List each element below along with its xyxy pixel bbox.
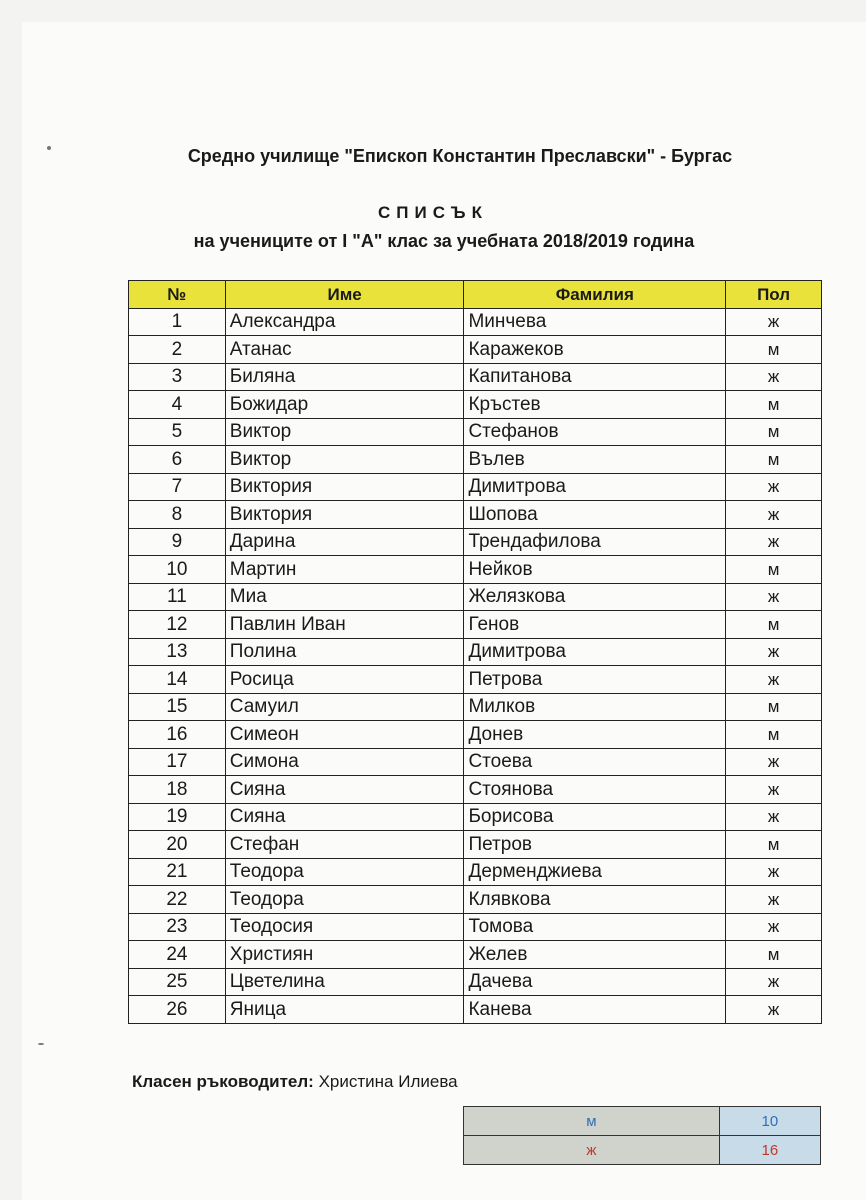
table-row <box>129 831 822 859</box>
student-last-name: Томова <box>464 913 726 941</box>
student-number: 4 <box>129 391 226 419</box>
table-row <box>129 583 822 611</box>
student-gender: ж <box>726 363 822 391</box>
student-number: 16 <box>129 721 226 749</box>
student-last-name: Нейков <box>464 556 726 584</box>
table-row <box>129 941 822 969</box>
table-row <box>129 556 822 584</box>
student-last-name: Каражеков <box>464 336 726 364</box>
class-teacher-label: Класен ръководител: <box>132 1072 314 1091</box>
student-first-name: Виктор <box>225 446 464 474</box>
scan-speck <box>38 1043 44 1045</box>
table-row <box>129 776 822 804</box>
table-row <box>129 473 822 501</box>
student-first-name: Виктория <box>225 473 464 501</box>
student-gender: ж <box>726 748 822 776</box>
student-last-name: Петрова <box>464 666 726 694</box>
table-row <box>129 886 822 914</box>
student-gender: ж <box>726 886 822 914</box>
document-subtitle: на учениците от I "А" клас за учебната 2018/2019 година <box>193 231 695 251</box>
student-first-name: Миа <box>225 583 464 611</box>
student-gender: ж <box>726 666 822 694</box>
student-number: 12 <box>129 611 226 639</box>
student-last-name: Дачева <box>464 968 726 996</box>
student-last-name: Петров <box>464 831 726 859</box>
column-header-number: № <box>129 281 226 309</box>
student-first-name: Дарина <box>225 528 464 556</box>
student-gender: ж <box>726 913 822 941</box>
student-first-name: Самуил <box>225 693 464 721</box>
student-last-name: Канева <box>464 996 726 1024</box>
student-number: 14 <box>129 666 226 694</box>
table-row <box>129 638 822 666</box>
student-number: 20 <box>129 831 226 859</box>
student-last-name: Генов <box>464 611 726 639</box>
student-number: 25 <box>129 968 226 996</box>
student-number: 23 <box>129 913 226 941</box>
student-first-name: Мартин <box>225 556 464 584</box>
student-first-name: Сияна <box>225 803 464 831</box>
student-first-name: Теодора <box>225 858 464 886</box>
student-gender: м <box>726 831 822 859</box>
student-first-name: Теодора <box>225 886 464 914</box>
student-last-name: Милков <box>464 693 726 721</box>
student-number: 21 <box>129 858 226 886</box>
student-last-name: Трендафилова <box>464 528 726 556</box>
summary-row-male <box>464 1107 821 1136</box>
student-gender: м <box>726 693 822 721</box>
student-number: 5 <box>129 418 226 446</box>
student-number: 26 <box>129 996 226 1024</box>
student-number: 18 <box>129 776 226 804</box>
student-gender: ж <box>726 776 822 804</box>
table-row <box>129 336 822 364</box>
student-first-name: Росица <box>225 666 464 694</box>
document-title: СПИСЪК <box>378 203 488 222</box>
table-row <box>129 528 822 556</box>
student-gender: ж <box>726 968 822 996</box>
student-first-name: Александра <box>225 308 464 336</box>
student-last-name: Кръстев <box>464 391 726 419</box>
student-gender: ж <box>726 583 822 611</box>
student-number: 19 <box>129 803 226 831</box>
student-last-name: Стефанов <box>464 418 726 446</box>
student-last-name: Стоева <box>464 748 726 776</box>
student-gender: м <box>726 446 822 474</box>
student-number: 3 <box>129 363 226 391</box>
student-number: 22 <box>129 886 226 914</box>
student-last-name: Стоянова <box>464 776 726 804</box>
student-last-name: Клявкова <box>464 886 726 914</box>
student-last-name: Донев <box>464 721 726 749</box>
student-first-name: Християн <box>225 941 464 969</box>
student-first-name: Сияна <box>225 776 464 804</box>
table-row <box>129 693 822 721</box>
student-gender: м <box>726 721 822 749</box>
student-last-name: Дерменджиева <box>464 858 726 886</box>
student-first-name: Яница <box>225 996 464 1024</box>
student-gender: ж <box>726 803 822 831</box>
table-row <box>129 721 822 749</box>
student-last-name: Вълев <box>464 446 726 474</box>
table-row <box>129 858 822 886</box>
student-gender: ж <box>726 528 822 556</box>
student-number: 13 <box>129 638 226 666</box>
student-first-name: Теодосия <box>225 913 464 941</box>
student-number: 1 <box>129 308 226 336</box>
student-first-name: Полина <box>225 638 464 666</box>
summary-female-label: ж <box>464 1136 720 1165</box>
table-row <box>129 363 822 391</box>
student-first-name: Цветелина <box>225 968 464 996</box>
student-last-name: Димитрова <box>464 638 726 666</box>
table-row <box>129 418 822 446</box>
student-number: 6 <box>129 446 226 474</box>
student-first-name: Божидар <box>225 391 464 419</box>
student-gender: ж <box>726 473 822 501</box>
student-first-name: Атанас <box>225 336 464 364</box>
school-name: Средно училище "Епископ Константин Преславски" - Бургас <box>187 146 733 166</box>
student-gender: ж <box>726 638 822 666</box>
student-gender: м <box>726 336 822 364</box>
student-last-name: Шопова <box>464 501 726 529</box>
student-first-name: Симона <box>225 748 464 776</box>
class-teacher <box>132 1072 458 1092</box>
student-first-name: Биляна <box>225 363 464 391</box>
table-row <box>129 803 822 831</box>
student-gender: м <box>726 418 822 446</box>
student-gender: м <box>726 556 822 584</box>
student-number: 7 <box>129 473 226 501</box>
column-header-gender: Пол <box>726 281 822 309</box>
table-row <box>129 666 822 694</box>
students-table <box>128 280 822 1024</box>
student-last-name: Борисова <box>464 803 726 831</box>
summary-female-count: 16 <box>719 1136 820 1165</box>
table-row <box>129 446 822 474</box>
student-first-name: Симеон <box>225 721 464 749</box>
gender-summary-table <box>463 1106 821 1165</box>
student-last-name: Димитрова <box>464 473 726 501</box>
column-header-name: Име <box>225 281 464 309</box>
student-first-name: Виктория <box>225 501 464 529</box>
table-row <box>129 308 822 336</box>
student-gender: ж <box>726 996 822 1024</box>
student-first-name: Виктор <box>225 418 464 446</box>
student-gender: м <box>726 391 822 419</box>
column-header-surname: Фамилия <box>464 281 726 309</box>
summary-male-label: м <box>464 1107 720 1136</box>
table-row <box>129 391 822 419</box>
student-gender: м <box>726 941 822 969</box>
table-header-row <box>129 281 822 309</box>
table-row <box>129 611 822 639</box>
student-first-name: Стефан <box>225 831 464 859</box>
student-last-name: Капитанова <box>464 363 726 391</box>
student-gender: ж <box>726 308 822 336</box>
student-last-name: Минчева <box>464 308 726 336</box>
student-number: 9 <box>129 528 226 556</box>
table-row <box>129 968 822 996</box>
table-row <box>129 913 822 941</box>
student-number: 24 <box>129 941 226 969</box>
student-number: 10 <box>129 556 226 584</box>
summary-row-female <box>464 1136 821 1165</box>
student-last-name: Желев <box>464 941 726 969</box>
student-gender: м <box>726 611 822 639</box>
table-row <box>129 748 822 776</box>
summary-male-count: 10 <box>719 1107 820 1136</box>
student-gender: ж <box>726 858 822 886</box>
student-number: 15 <box>129 693 226 721</box>
student-number: 8 <box>129 501 226 529</box>
student-gender: ж <box>726 501 822 529</box>
table-row <box>129 996 822 1024</box>
student-number: 17 <box>129 748 226 776</box>
student-number: 11 <box>129 583 226 611</box>
table-row <box>129 501 822 529</box>
student-number: 2 <box>129 336 226 364</box>
class-teacher-name: Христина Илиева <box>318 1072 458 1091</box>
student-last-name: Желязкова <box>464 583 726 611</box>
student-first-name: Павлин Иван <box>225 611 464 639</box>
